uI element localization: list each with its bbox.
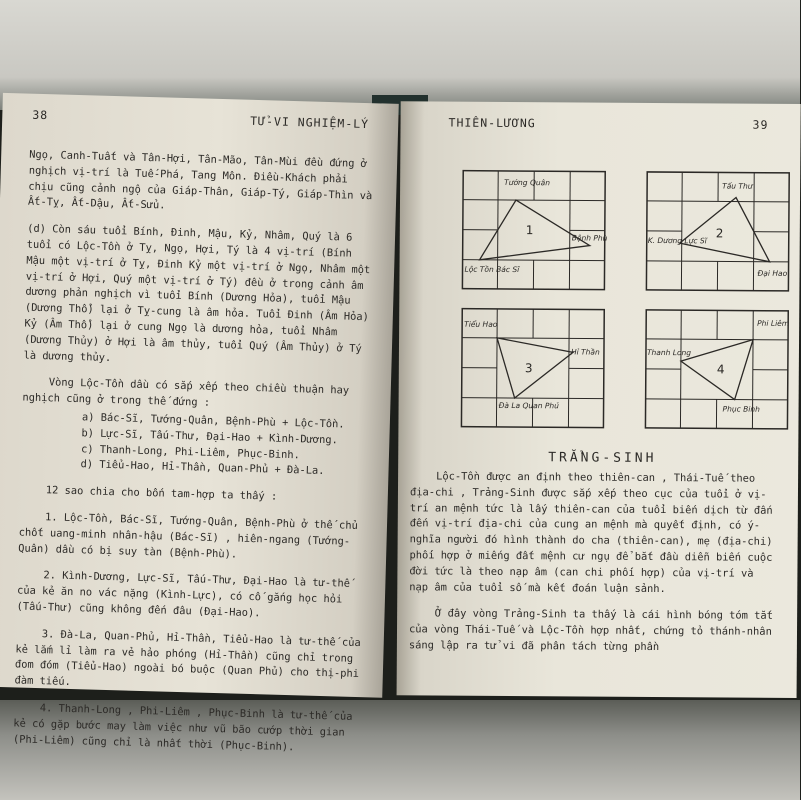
paragraph: 4. Thanh-Long , Phi-Liêm , Phục-Binh là tư-thế của kẻ có gặp bước may làm việc như vũ bão cướp thời gian (Phi-Liêm) cũng chỉ là nhất thời (Phục-Binh).	[12, 702, 353, 753]
list-item: c) Thanh-Long, Phi-Liêm, Phục-Binh.	[80, 442, 301, 461]
paragraph: Ngọ, Canh-Tuất và Tân-Hợi, Tân-Mão, Tân-Mùi đều đứng ở nghịch vị-trí là Tuế-Phá, Tang Môn. Điều-Khách phải chịu cũng cảnh ngộ của Giáp-Thân, Giáp-Tý, Giáp-Thìn và Ất-Tỵ, Ất-Dậu, Ất-Sửu.	[27, 148, 373, 212]
section-title: TRẲNG-SINH	[548, 450, 657, 467]
diagram-label: Hỉ Thần	[570, 347, 600, 357]
diagram-label: Phục Binh	[722, 404, 760, 414]
diagram-label: Tướng Quân	[504, 177, 551, 188]
diagram-label: Đà La Quan Phủ	[498, 400, 559, 411]
diagram-4	[644, 309, 789, 430]
diagram-label: Tấu Thư	[722, 181, 753, 191]
left-page	[0, 93, 399, 753]
diagram-label: Phi Liêm	[757, 318, 790, 328]
page-number-right: 39	[752, 117, 769, 132]
list-item: a) Bác-Sĩ, Tướng-Quân, Bệnh-Phù + Lộc-Tồn.	[81, 411, 345, 431]
paragraph: 3. Đà-La, Quan-Phủ, Hỉ-Thần, Tiểu-Hao là tư-thế của kẻ lắm lỉ làm ra vẻ hảo phóng (Hỉ-Thần) cũng chỉ trong đom đóm (Tiểu-Hao) ngoài bó buộc (Quan Phủ) cho thị-phi đàm tiếu.	[14, 627, 361, 689]
diagram-3	[460, 308, 605, 429]
list-item: b) Lực-Sĩ, Tấu-Thư, Đại-Hao + Kình-Dương.	[81, 426, 339, 447]
page-number-left: 38	[32, 107, 49, 123]
paragraph: 1. Lộc-Tồn, Bác-Sĩ, Tướng-Quân, Bệnh-Phù ở thế chủ chốt uang-minh nhân-hậu (Bác-Sĩ) , hiên-ngang (Tướng-Quân) dầu có bị suy tàn (Bệnh-Phù).	[18, 511, 358, 561]
running-head-right: THIÊN-LƯƠNG	[448, 115, 536, 131]
background-top	[0, 0, 800, 110]
diagram-label: K. Dương Lực Sĩ	[647, 235, 707, 246]
paragraph: 2. Kình-Dương, Lực-Sĩ, Tấu-Thư, Đại-Hao là tư-thế của kẻ ăn no vác nặng (Kình-Lực), có cố gắng học hỏi (Tấu-Thư) cũng không đến đâu (Đại-Hao).	[16, 569, 351, 620]
paragraph: Lộc-Tồn được an định theo thiên-can , Thái-Tuế theo địa-chi , Trảng-Sinh được sắp xếp theo cục của tuổi ở vị-trí an mệnh tức là lấy thiên-can của tuổi biến dịch từ đấn đến vị-trí địa-chi của cung an mệnh mà quyết định, có ý-nghĩa người đó hình thành do cha (thiên-can), mẹ (địa-chi) phối hợp ở miếng đất mệnh cư ngụ để bắt đầu diễn biến cuộc đời tức là theo nạp âm (can chi phối hợp) của vị-trí và nạp âm của tuổi số mà kết đoán luận sảnh.	[409, 470, 773, 595]
right-page	[397, 101, 801, 698]
diagram-label: Tiểu Hao	[464, 319, 498, 329]
diagram-label: Đại Hao	[757, 268, 788, 278]
diagram-label: Thanh Long	[646, 347, 692, 358]
list-item: d) Tiểu-Hao, Hỉ-Thần, Quan-Phủ + Đà-La.	[80, 458, 325, 478]
paragraph: (d) Còn sáu tuổi Bính, Đinh, Mậu, Kỷ, Nhâm, Quý là 6 tuổi có Lộc-Tồn ở Tỵ, Ngọ, Hợi, Tý là 4 vị-trí (Bính Mậu một vị-trí ở Tỵ, Đinh Kỷ một vị-trí ở Ngọ, Nhâm một vị-trí ở Hợi, Quý một vị-trí ở Tý) đều ở trong cảnh âm dương phản nghịch vì tuổi Bính (Dương Hỏa), tuổi Mậu (Dương Thổ) lại ở Tỵ-cung là âm hỏa. Tuổi Đinh (Âm Hỏa) Kỷ (Âm Thổ) lại ở cung Ngọ là dương hỏa, tuổi Nhâm (Dương Thủy) ở Hợi là âm thủy, tuổi Quý (Âm Thủy) ở Tý là dương thủy.	[23, 222, 371, 364]
diagram-number: 2	[715, 226, 724, 241]
paragraph: 12 sao chia cho bốn tam-hợp ta thấy :	[45, 484, 278, 503]
paragraph: Vòng Lộc-Tồn dầu có sắp xếp theo chiều thuận hay nghịch cũng ở trong thế đứng :	[22, 376, 350, 409]
diagram-label: Bệnh Phù	[571, 233, 608, 243]
diagram-number: 3	[524, 361, 533, 376]
diagram-number: 4	[716, 362, 725, 377]
diagram-number: 1	[525, 223, 534, 238]
left-page-body	[12, 148, 375, 769]
diagram-1	[461, 170, 606, 291]
paragraph: Ở đây vòng Trảng-Sinh ta thấy là cái hình bóng tóm tắt của vòng Thái-Tuế và Lộc-Tồn hợp nhất, chứng tỏ thánh-nhân sáng lập ra tử vi đã phân tách từng phần	[408, 607, 773, 653]
running-head-left: TỬ-VI NGHIỆM-LÝ	[250, 113, 370, 132]
right-page-body	[409, 469, 778, 667]
diagram-2	[645, 171, 790, 292]
diagram-label: Lộc Tồn Bác Sĩ	[464, 264, 520, 275]
